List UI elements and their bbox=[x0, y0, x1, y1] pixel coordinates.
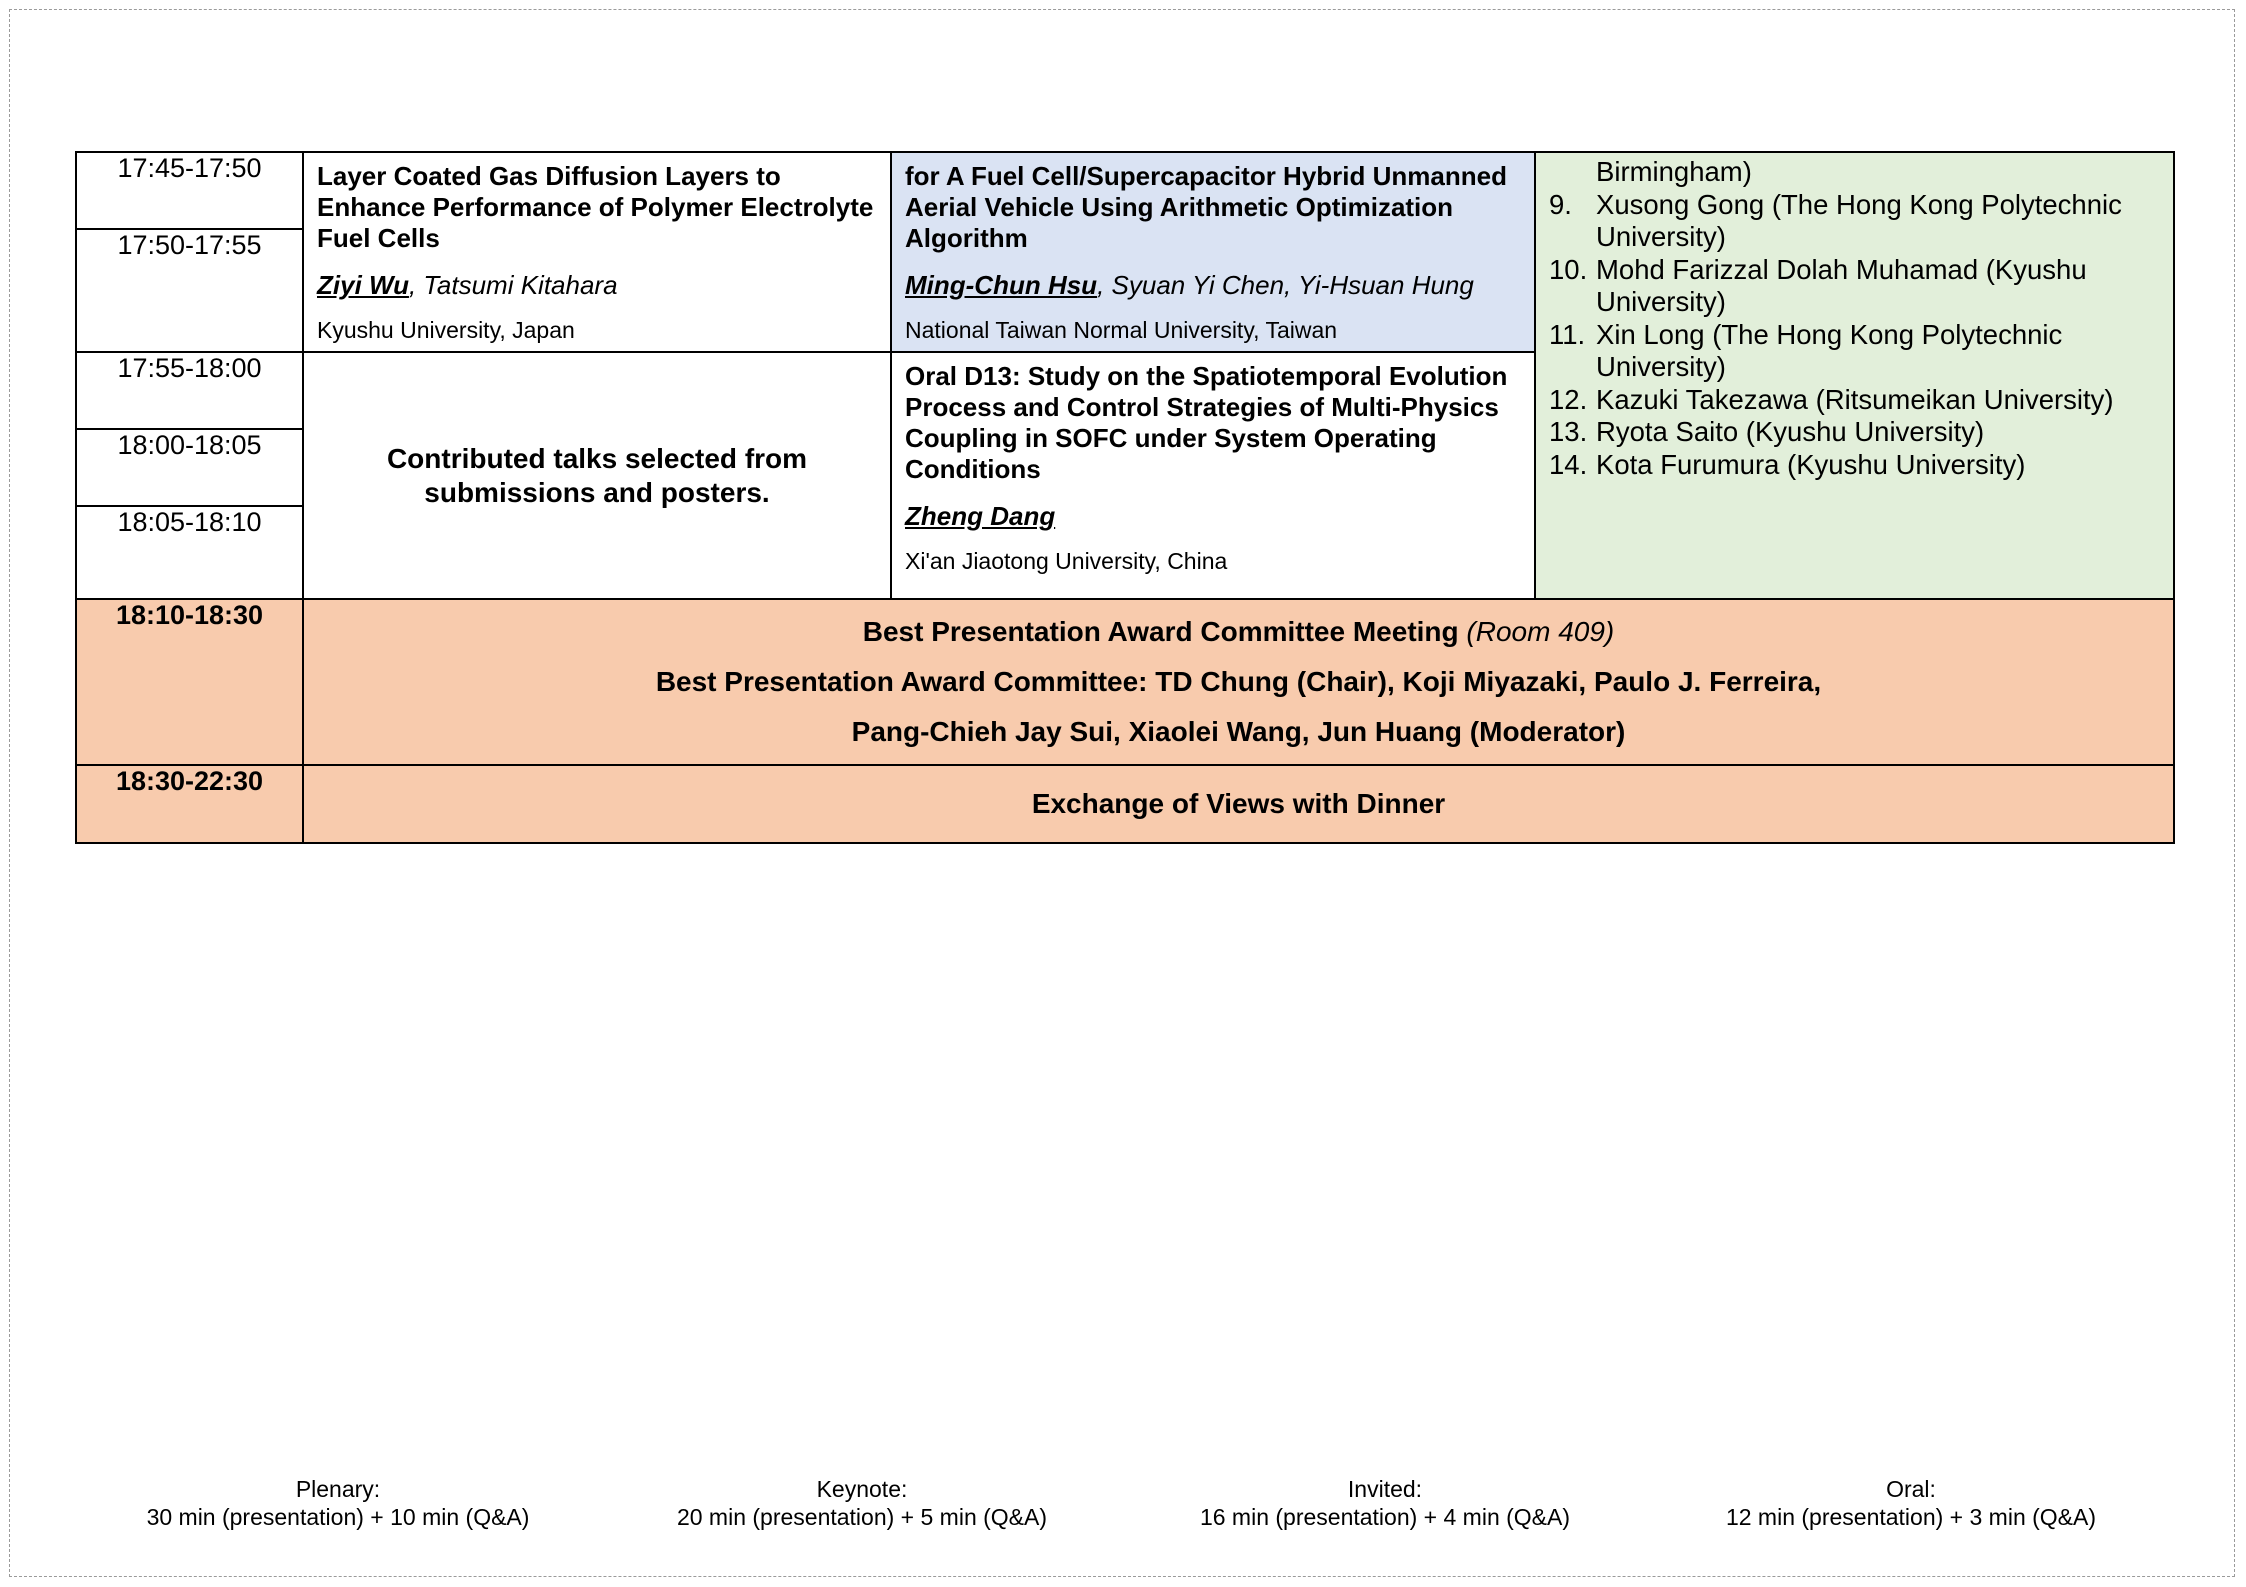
talk-title: Oral D13: Study on the Spatiotemporal Evolution Process and Control Strategies of Multi-Physics Coupling in SOFC under System Operating Conditions bbox=[905, 361, 1508, 484]
talk-title: Layer Coated Gas Diffusion Layers to Enhance Performance of Polymer Electrolyte Fuel Cells bbox=[317, 161, 874, 253]
coauthors: , Tatsumi Kitahara bbox=[408, 270, 618, 300]
presenter-name: Ming-Chun Hsu bbox=[905, 270, 1098, 300]
presenter-name: Zheng Dang bbox=[905, 501, 1056, 531]
contributed-talks-cell: Contributed talks selected from submissions and posters. bbox=[303, 352, 891, 599]
legend-plenary: Plenary: 30 min (presentation) + 10 min (Q&A) bbox=[146, 1476, 530, 1530]
legend-invited: Invited: 16 min (presentation) + 4 min (Q&A) bbox=[1199, 1476, 1571, 1530]
poster-list-cell bbox=[1535, 152, 2174, 599]
list-item: 9. Xusong Gong (The Hong Kong Polytechnic University) bbox=[1549, 188, 2122, 252]
schedule-table bbox=[75, 151, 2175, 844]
committee-members-line1: Best Presentation Award Committee: TD Chung (Chair), Koji Miyazaki, Paulo J. Ferreira, bbox=[655, 666, 1822, 697]
list-item: 10. Mohd Farizzal Dolah Muhamad (Kyushu University) bbox=[1549, 253, 2087, 317]
list-item: 14. Kota Furumura (Kyushu University) bbox=[1549, 448, 2026, 480]
list-item: 12. Kazuki Takezawa (Ritsumeikan University) bbox=[1549, 383, 2114, 415]
time-cell: 18:00-18:05 bbox=[76, 429, 303, 506]
talk-cell-fuel-cell-uav bbox=[891, 152, 1535, 352]
talk-title: for A Fuel Cell/Supercapacitor Hybrid Unmanned Aerial Vehicle Using Arithmetic Optimization Algorithm bbox=[905, 161, 1507, 253]
time-cell: 17:55-18:00 bbox=[76, 352, 303, 429]
legend-oral: Oral: 12 min (presentation) + 3 min (Q&A) bbox=[1725, 1476, 2097, 1530]
list-item: 11. Xin Long (The Hong Kong Polytechnic University) bbox=[1549, 318, 2063, 382]
talk-affiliation: Xi'an Jiaotong University, China bbox=[905, 548, 1228, 574]
committee-cell bbox=[303, 599, 2174, 765]
poster-list bbox=[1536, 153, 2173, 481]
time-cell: 17:45-17:50 bbox=[76, 152, 303, 229]
list-item: Birmingham) bbox=[1596, 156, 1752, 187]
table-row bbox=[76, 765, 2174, 843]
time-cell: 18:10-18:30 bbox=[76, 599, 303, 765]
list-item: 13. Ryota Saito (Kyushu University) bbox=[1549, 416, 1985, 447]
time-cell: 18:30-22:30 bbox=[76, 765, 303, 843]
room-label: (Room 409) bbox=[1466, 616, 1615, 647]
talk-cell-oral-d13 bbox=[891, 352, 1535, 599]
footer-legend bbox=[0, 1475, 2246, 1535]
legend-keynote: Keynote: 20 min (presentation) + 5 min (Q&A) bbox=[676, 1476, 1048, 1530]
talk-affiliation: National Taiwan Normal University, Taiwan bbox=[905, 317, 1338, 343]
table-row bbox=[76, 599, 2174, 765]
presenter-name: Ziyi Wu bbox=[317, 270, 409, 300]
talk-authors bbox=[905, 270, 1521, 301]
talk-authors bbox=[317, 270, 877, 301]
dinner-cell: Exchange of Views with Dinner bbox=[303, 765, 2174, 843]
talk-authors bbox=[905, 501, 1521, 532]
time-cell: 17:50-17:55 bbox=[76, 229, 303, 352]
talk-cell-layer-coated bbox=[303, 152, 891, 352]
table-row bbox=[76, 152, 2174, 229]
coauthors: , Syuan Yi Chen, Yi-Hsuan Hung bbox=[1097, 270, 1474, 300]
committee-members-line2: Pang-Chieh Jay Sui, Xiaolei Wang, Jun Huang (Moderator) bbox=[851, 716, 1626, 747]
committee-meeting-line: Best Presentation Award Committee Meeting (Room 409) bbox=[862, 616, 1615, 647]
time-cell: 18:05-18:10 bbox=[76, 506, 303, 599]
talk-affiliation: Kyushu University, Japan bbox=[317, 317, 575, 343]
